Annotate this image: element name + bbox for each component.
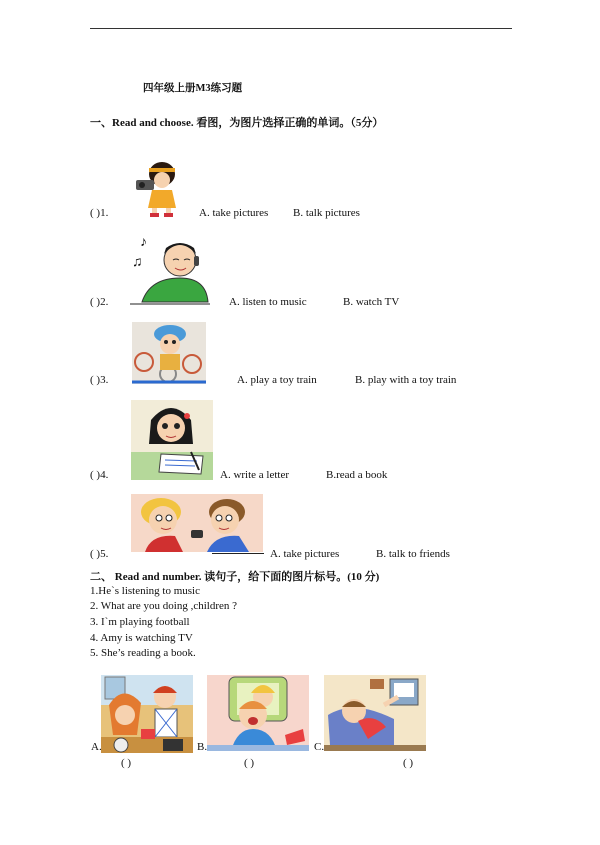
q1-blank: ( )1. — [90, 207, 109, 219]
picture-a-label: A. — [91, 741, 102, 753]
page-title: 四年级上册M3练习题 — [143, 83, 243, 94]
q5-option-a: A. take pictures — [270, 548, 340, 560]
picture-c-label: C. — [314, 741, 325, 753]
top-rule — [90, 28, 512, 29]
q5-blank: ( )5. — [90, 548, 109, 560]
girl-writing-picture — [131, 400, 213, 480]
q5-underline — [212, 553, 264, 554]
section2-heading: 二、 Read and number. 读句子，给下面的图片标号。(10 分) — [90, 571, 380, 583]
q3-option-b: B. play with a toy train — [355, 374, 457, 386]
sentence-5: 5. She’s reading a book. — [90, 647, 196, 659]
svg-text:♪: ♪ — [140, 235, 147, 250]
sentence-1: 1.He`s listening to music — [90, 585, 200, 597]
section1-heading: 一、Read and choose. 看图，为图片选择正确的单词。（5分） — [90, 117, 384, 129]
q4-option-b: B.read a book — [326, 469, 388, 481]
girl-camera-picture — [132, 160, 184, 218]
answer-paren-b: ( ) — [244, 757, 255, 769]
answer-paren-c: ( ) — [403, 757, 414, 769]
sentence-4: 4. Amy is watching TV — [90, 632, 193, 644]
boy-music-picture — [130, 232, 210, 306]
svg-text:♫: ♫ — [132, 255, 143, 270]
picture-b-label: B. — [197, 741, 208, 753]
sentence-2: 2. What are you doing ,children ? — [90, 600, 238, 612]
q2-blank: ( )2. — [90, 296, 109, 308]
q2-option-a: A. listen to music — [229, 296, 307, 308]
picture-b — [207, 675, 309, 751]
q4-blank: ( )4. — [90, 469, 109, 481]
q4-option-a: A. write a letter — [220, 469, 290, 481]
q5-option-b: B. talk to friends — [376, 548, 450, 560]
q3-option-a: A. play a toy train — [237, 374, 317, 386]
q3-blank: ( )3. — [90, 374, 109, 386]
picture-c — [324, 675, 426, 751]
picture-a — [101, 675, 193, 753]
answer-paren-a: ( ) — [121, 757, 132, 769]
q2-option-b: B. watch TV — [343, 296, 400, 308]
sentence-3: 3. I`m playing football — [90, 616, 190, 628]
boys-talking-picture — [131, 494, 263, 552]
q1-option-a: A. take pictures — [199, 207, 269, 219]
q1-option-b: B. talk pictures — [293, 207, 360, 219]
toy-train-picture — [132, 322, 206, 384]
